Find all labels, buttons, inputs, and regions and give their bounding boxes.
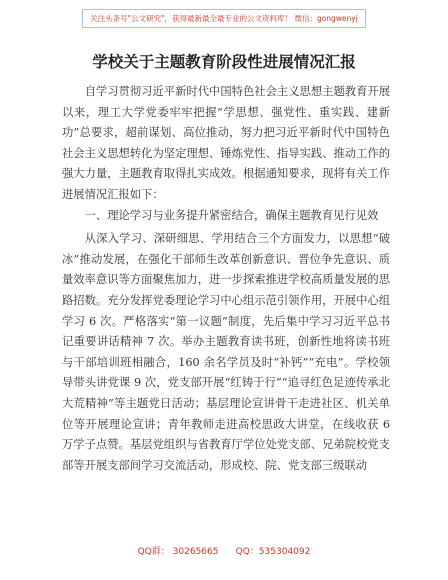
footer-contact: QQ群： 30265665 QQ：535304092: [137, 547, 311, 557]
document-title: 学校关于主题教育阶段性进展情况汇报: [92, 53, 356, 71]
body-paragraph: 从深入学习、深研细思、学用结合三个方面发力，以思想“破冰”推动发展，在强化干部师生改革创新意识、晋位争先意识、质量效率意识等方面聚焦加力，进一步探索推进学校高质量发展的思路招数。充分发挥党委理论学习中心组示范引领作用，开展中心组学习 6 次。严格落实“第一议题”制度，先后集中学习习近平总书记重要讲话精神 7 次。举办主题教育读书班，创新性地将读书班与干部培训班相融合，160 余名学员及时“补钙”“充电”。学校领导带头讲党课 9 次，党支部开展“红铸于行”“追寻红色足迹传承北大荒精神”等主题党日活动；基层理论宣讲骨干走进社区、机关单位等开展理论宣讲；青年教师走进高校思政大讲堂，在线收获 6 万学子点赞。基层党组织与省教育厅学位处党支部、兄弟院校党支部等开展支部间学习交流活动，形成校、院、党支部三级联动: [62, 232, 391, 472]
promo-banner: 关注头条号"公文研究"，获得最新最全最专业的公文资料库！ 微信：gongwenyj: [82, 9, 366, 28]
document-body: [62, 82, 390, 476]
intro-paragraph: 自学习贯彻习近平新时代中国特色社会主义思想主题教育开展以来，理工大学党委牢牢把握“学思想、强党性、重实践、建新功”总要求，超前谋划、高位推动，努力把习近平新时代中国特色社会主义思想转化为坚定理想、锤炼党性、指导实践、推动工作的强大力量，主题教育取得扎实成效。根据通知要求，现将有关工作进展情况汇报如下：: [62, 85, 390, 201]
section-heading: 一、理论学习与业务提升紧密结合，确保主题教育见行见效: [84, 208, 379, 222]
